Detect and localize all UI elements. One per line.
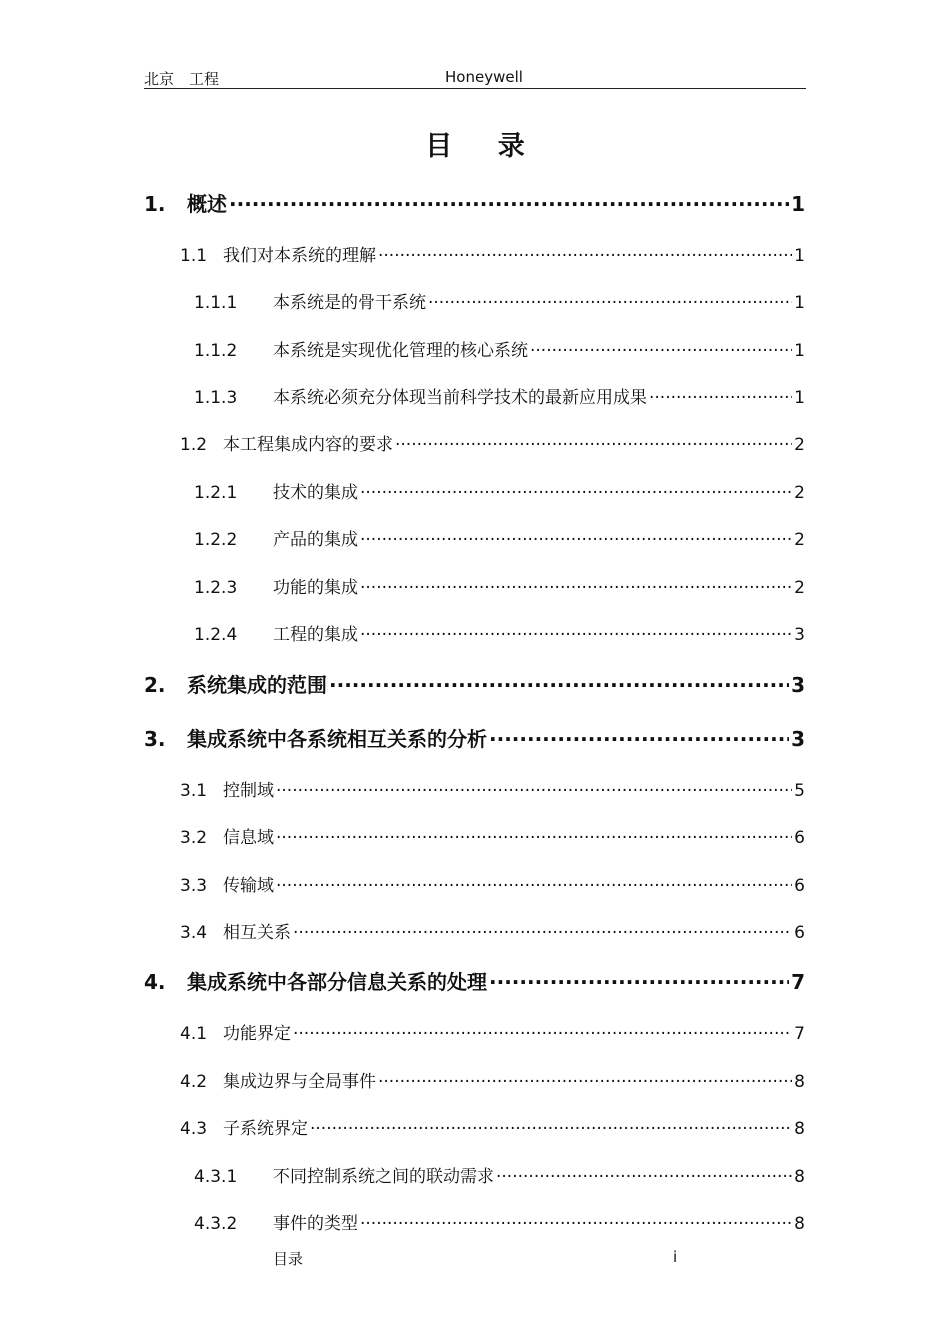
toc-entry-number: 4.3 xyxy=(180,1119,208,1139)
toc-entry-page: 3 xyxy=(791,727,805,751)
toc-entry-number: 4.2 xyxy=(180,1072,208,1092)
toc-entry-page: 7 xyxy=(791,970,805,994)
toc-entry-title: 本系统必须充分体现当前科学技术的最新应用成果 xyxy=(273,388,647,408)
header-brand-text: Honeywell xyxy=(445,68,523,86)
toc-entry-title: 本系统是实现优化管理的核心系统 xyxy=(273,341,528,361)
toc-entry-title: 功能的集成 xyxy=(273,578,358,598)
toc-entry-2[interactable] xyxy=(144,669,805,698)
dot-leader xyxy=(358,1212,792,1229)
toc-entry-number: 1.2.4 xyxy=(194,625,238,645)
dot-leader xyxy=(274,826,792,843)
toc-entry-title: 集成系统中各系统相互关系的分析 xyxy=(187,727,487,751)
toc-entry-4[interactable] xyxy=(144,966,805,995)
dot-leader xyxy=(274,874,792,891)
toc-entry-page: 1 xyxy=(794,341,805,361)
toc-entry-3-2[interactable] xyxy=(180,823,805,848)
header-left-text: 北京 工程 xyxy=(144,70,220,88)
toc-entry-number: 1.1.3 xyxy=(194,388,238,408)
toc-entry-title: 事件的类型 xyxy=(273,1214,358,1234)
toc-entry-title: 本系统是的骨干系统 xyxy=(273,293,426,313)
toc-entry-page: 6 xyxy=(794,876,805,896)
toc-entry-number: 4.3.2 xyxy=(194,1214,238,1234)
dot-leader xyxy=(528,339,792,356)
toc-entry-page: 2 xyxy=(794,435,805,455)
toc-entry-number: 3.4 xyxy=(180,923,208,943)
toc-entry-page: 2 xyxy=(794,483,805,503)
toc-entry-page: 1 xyxy=(791,192,805,216)
toc-entry-title: 系统集成的范围 xyxy=(187,673,327,697)
toc-entry-title: 本工程集成内容的要求 xyxy=(223,435,393,455)
dot-leader xyxy=(291,921,792,938)
toc-entry-title: 集成边界与全局事件 xyxy=(223,1072,376,1092)
toc-entry-title: 传输域 xyxy=(223,876,274,896)
dot-leader xyxy=(494,1165,792,1182)
toc-entry-number: 3.2 xyxy=(180,828,208,848)
dot-leader xyxy=(358,576,792,593)
toc-entry-title: 信息域 xyxy=(223,828,274,848)
toc-entry-title: 集成系统中各部分信息关系的处理 xyxy=(187,970,487,994)
toc-entry-4-3[interactable] xyxy=(180,1114,805,1139)
dot-leader xyxy=(358,528,792,545)
toc-entry-page: 8 xyxy=(794,1214,805,1234)
toc-entry-1-2-4[interactable] xyxy=(194,620,805,645)
toc-entry-title: 相互关系 xyxy=(223,923,291,943)
dot-leader xyxy=(308,1117,792,1134)
toc-entry-page: 1 xyxy=(794,293,805,313)
toc-entry-title: 工程的集成 xyxy=(273,625,358,645)
toc-entry-number: 1. xyxy=(144,192,166,216)
toc-entry-1-1-3[interactable] xyxy=(194,383,805,408)
toc-entry-number: 4.1 xyxy=(180,1024,208,1044)
toc-title-char-1: 目 xyxy=(425,131,453,162)
page-header xyxy=(144,66,806,89)
dot-leader xyxy=(376,1070,792,1087)
footer-section-label: 目录 xyxy=(273,1250,304,1268)
dot-leader xyxy=(487,969,789,989)
toc-entry-title: 产品的集成 xyxy=(273,530,358,550)
toc-entry-3-3[interactable] xyxy=(180,871,805,896)
toc-entry-number: 3.1 xyxy=(180,781,208,801)
dot-leader xyxy=(227,191,789,211)
toc-entry-page: 2 xyxy=(794,530,805,550)
toc-entry-1-2-3[interactable] xyxy=(194,573,805,598)
toc-entry-title: 功能界定 xyxy=(223,1024,291,1044)
toc-entry-title: 子系统界定 xyxy=(223,1119,308,1139)
toc-entry-number: 1.1.1 xyxy=(194,293,238,313)
toc-entry-title: 不同控制系统之间的联动需求 xyxy=(273,1167,494,1187)
toc-entry-number: 1.2 xyxy=(180,435,208,455)
toc-entry-3[interactable] xyxy=(144,723,805,752)
toc-entry-page: 8 xyxy=(794,1119,805,1139)
toc-entry-number: 1.1 xyxy=(180,246,208,266)
toc-entry-page: 5 xyxy=(794,781,805,801)
toc-entry-page: 3 xyxy=(791,673,805,697)
toc-entry-title: 概述 xyxy=(187,192,227,216)
footer-page-number: i xyxy=(673,1248,678,1266)
dot-leader xyxy=(358,623,792,640)
toc-entry-1-1-1[interactable] xyxy=(194,288,805,313)
toc-entry-page: 6 xyxy=(794,923,805,943)
toc-entry-1-2[interactable] xyxy=(180,430,805,455)
toc-entry-3-4[interactable] xyxy=(180,918,805,943)
toc-entry-1[interactable] xyxy=(144,188,805,217)
toc-entry-1-1-2[interactable] xyxy=(194,336,805,361)
toc-entry-4-3-1[interactable] xyxy=(194,1162,805,1187)
toc-entry-page: 1 xyxy=(794,388,805,408)
dot-leader xyxy=(393,433,792,450)
dot-leader xyxy=(291,1022,792,1039)
toc-entry-number: 1.2.2 xyxy=(194,530,238,550)
toc-entry-page: 7 xyxy=(794,1024,805,1044)
toc-entry-1-1[interactable] xyxy=(180,241,805,266)
toc-entry-4-3-2[interactable] xyxy=(194,1209,805,1234)
toc-entry-number: 1.1.2 xyxy=(194,341,238,361)
toc-entry-number: 4. xyxy=(144,970,166,994)
toc-entry-number: 1.2.1 xyxy=(194,483,238,503)
dot-leader xyxy=(327,672,789,692)
toc-entry-4-1[interactable] xyxy=(180,1019,805,1044)
toc-entry-number: 3. xyxy=(144,727,166,751)
toc-entry-number: 3.3 xyxy=(180,876,208,896)
toc-entry-title: 技术的集成 xyxy=(273,483,358,503)
dot-leader xyxy=(274,779,792,796)
toc-entry-page: 1 xyxy=(794,246,805,266)
toc-entry-title: 我们对本系统的理解 xyxy=(223,246,376,266)
toc-entry-1-2-2[interactable] xyxy=(194,525,805,550)
toc-entry-number: 1.2.3 xyxy=(194,578,238,598)
toc-entry-number: 4.3.1 xyxy=(194,1167,238,1187)
toc-title-char-2: 录 xyxy=(497,131,525,162)
toc-entry-page: 3 xyxy=(794,625,805,645)
toc-entry-page: 8 xyxy=(794,1072,805,1092)
toc-entry-1-2-1[interactable] xyxy=(194,478,805,503)
toc-title xyxy=(0,124,950,163)
toc-entry-3-1[interactable] xyxy=(180,776,805,801)
dot-leader xyxy=(426,291,792,308)
toc-entry-number: 2. xyxy=(144,673,166,697)
toc-entry-title: 控制域 xyxy=(223,781,274,801)
dot-leader xyxy=(358,481,792,498)
toc-entry-page: 8 xyxy=(794,1167,805,1187)
toc-entry-4-2[interactable] xyxy=(180,1067,805,1092)
toc-entry-page: 6 xyxy=(794,828,805,848)
dot-leader xyxy=(376,244,792,261)
dot-leader xyxy=(487,726,789,746)
dot-leader xyxy=(647,386,792,403)
toc-entry-page: 2 xyxy=(794,578,805,598)
